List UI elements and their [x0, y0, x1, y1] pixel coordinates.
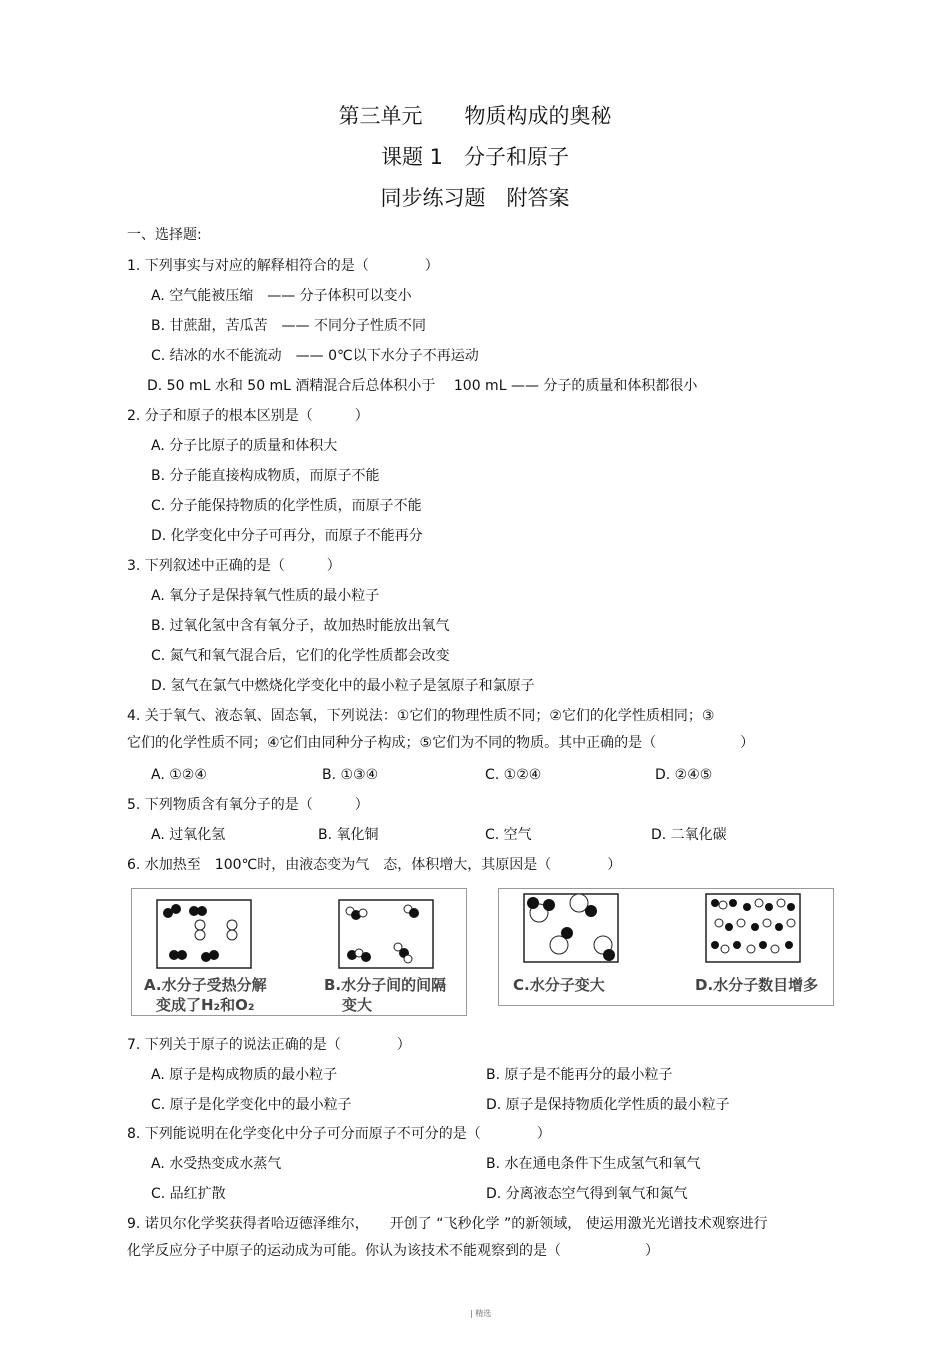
molecule-diagram-a — [156, 899, 252, 969]
question-2-option-a: A. 分子比原子的质量和体积大 — [151, 438, 338, 454]
question-5-option-c: C. 空气 — [485, 827, 532, 843]
question-4-option-c: C. ①②④ — [485, 767, 542, 783]
question-1-option-c: C. 结冰的水不能流动 —— 0℃以下水分子不再运动 — [151, 348, 479, 364]
figure-caption-a-line2: 变成了H₂和O₂ — [156, 996, 255, 1014]
question-7-option-a: A. 原子是构成物质的最小粒子 — [151, 1067, 338, 1083]
question-7-option-b: B. 原子是不能再分的最小粒子 — [486, 1067, 673, 1083]
unit-title: 第三单元 物质构成的奥秘 — [338, 104, 612, 128]
section-heading: 一、选择题: — [127, 227, 202, 243]
molecule-diagram-c — [523, 893, 619, 963]
question-2-option-b: B. 分子能直接构成物质，而原子不能 — [151, 468, 380, 484]
question-4-option-d: D. ②④⑤ — [655, 767, 713, 783]
question-8-option-d: D. 分离液态空气得到氧气和氮气 — [486, 1186, 688, 1202]
question-4-option-b: B. ①③④ — [322, 767, 379, 783]
figure-caption-b-line2: 变大 — [342, 996, 373, 1014]
question-5-option-d: D. 二氧化碳 — [651, 827, 727, 843]
question-3-option-c: C. 氮气和氧气混合后，它们的化学性质都会改变 — [151, 648, 450, 664]
figure-caption-c: C.水分子变大 — [513, 976, 605, 994]
question-1-option-d: D. 50 mL 水和 50 mL 酒精混合后总体积小于 100 mL —— 分子的质量和体积都很小 — [147, 378, 698, 394]
question-1-option-a: A. 空气能被压缩 —— 分子体积可以变小 — [151, 288, 412, 304]
question-3-option-a: A. 氧分子是保持氧气性质的最小粒子 — [151, 588, 380, 604]
question-5-option-a: A. 过氧化氢 — [151, 827, 226, 843]
question-5-stem: 5. 下列物质含有氧分子的是（ ） — [127, 797, 369, 813]
lesson-title: 课题 1 分子和原子 — [380, 145, 570, 169]
molecule-diagram-b — [338, 899, 434, 969]
question-4-stem: 4. 关于氧气、液态氧、固态氧，下列说法：①它们的物理性质不同；②它们的化学性质相同；③ — [127, 708, 715, 724]
page-footer: | 精选 — [470, 1309, 492, 1318]
question-7-option-d: D. 原子是保持物质化学性质的最小粒子 — [486, 1097, 730, 1113]
question-3-stem: 3. 下列叙述中正确的是（ ） — [127, 558, 341, 574]
question-7-option-c: C. 原子是化学变化中的最小粒子 — [151, 1097, 352, 1113]
question-9-stem-continued: 化学反应分子中原子的运动成为可能。你认为该技术不能观察到的是（ ） — [127, 1243, 659, 1259]
figure-ab-panel — [131, 888, 467, 1016]
question-3-option-b: B. 过氧化氢中含有氧分子，故加热时能放出氧气 — [151, 618, 450, 634]
question-8-option-b: B. 水在通电条件下生成氢气和氧气 — [486, 1156, 701, 1172]
question-2-option-d: D. 化学变化中分子可再分，而原子不能再分 — [151, 528, 423, 544]
question-1-option-b: B. 甘蔗甜，苦瓜苦 —— 不同分子性质不同 — [151, 318, 426, 334]
figure-cd-panel — [498, 888, 834, 1006]
question-8-option-a: A. 水受热变成水蒸气 — [151, 1156, 282, 1172]
exercise-title: 同步练习题 附答案 — [380, 186, 570, 210]
question-2-stem: 2. 分子和原子的根本区别是（ ） — [127, 408, 369, 424]
question-7-stem: 7. 下列关于原子的说法正确的是（ ） — [127, 1037, 411, 1053]
question-5-option-b: B. 氧化铜 — [318, 827, 379, 843]
question-9-stem: 9. 诺贝尔化学奖获得者哈迈德泽维尔， 开创了 “飞秒化学 ”的新领域， 使运用激光光谱技术观察进行 — [127, 1216, 768, 1232]
question-2-option-c: C. 分子能保持物质的化学性质，而原子不能 — [151, 498, 422, 514]
question-3-option-d: D. 氢气在氯气中燃烧化学变化中的最小粒子是氢原子和氯原子 — [151, 678, 535, 694]
question-1-stem: 1. 下列事实与对应的解释相符合的是（ ） — [127, 258, 439, 274]
figure-caption-d: D.水分子数目增多 — [695, 976, 819, 994]
question-8-stem: 8. 下列能说明在化学变化中分子可分而原子不可分的是（ ） — [127, 1126, 551, 1142]
question-4-option-a: A. ①②④ — [151, 767, 207, 783]
figure-caption-a: A.水分子受热分解 — [144, 976, 267, 994]
question-4-stem-continued: 它们的化学性质不同；④它们由同种分子构成；⑤它们为不同的物质。其中正确的是（ ） — [127, 735, 755, 751]
question-8-option-c: C. 品红扩散 — [151, 1186, 226, 1202]
question-6-stem: 6. 水加热至 100℃时，由液态变为气 态，体积增大，其原因是（ ） — [127, 857, 622, 873]
molecule-diagram-d — [705, 893, 801, 963]
figure-caption-b: B.水分子间的间隔 — [324, 976, 447, 994]
